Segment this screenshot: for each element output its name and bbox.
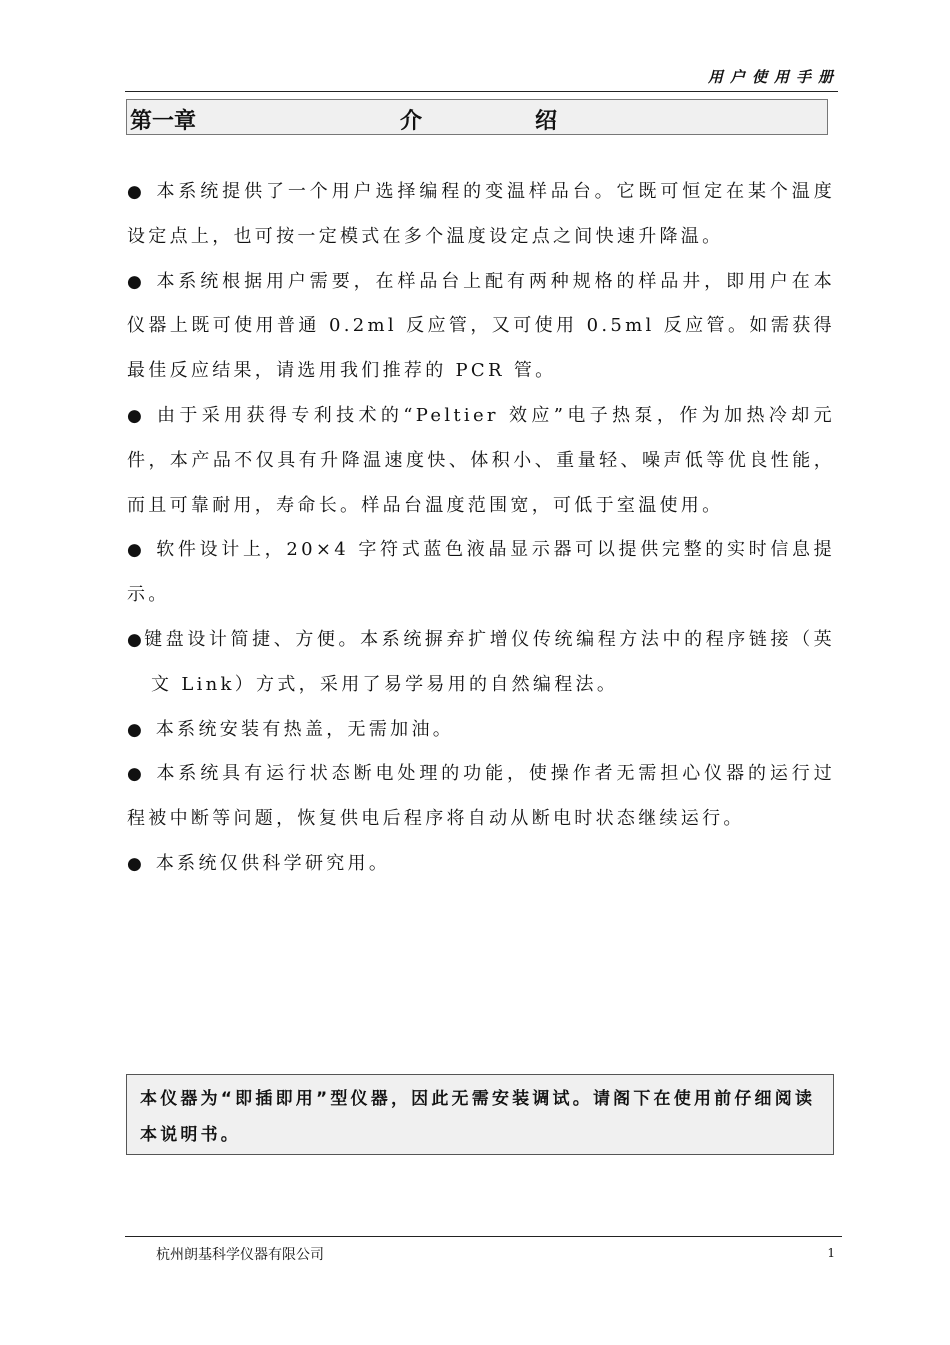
paragraph-text: 本系统提供了一个用户选择编程的变温样品台。它既可恒定在某个温度设定点上，也可按一定模式在多个温度设定点之间快速升降温。 [127, 181, 836, 247]
notice-box [126, 1074, 834, 1155]
paragraph-text: 由于采用获得专利技术的“Peltier 效应”电子热泵，作为加热冷却元件，本产品不仅具有升降温速度快、体积小、重量轻、噪声低等优良性能，而且可靠耐用，寿命长。样品台温度范围宽，可低于室温使用。 [127, 404, 835, 516]
feature-list [127, 170, 835, 887]
paragraph-text: 键盘设计简捷、方便。本系统摒弃扩增仪传统编程方法中的程序链接（英文 Link）方式，采用了易学易用的自然编程法。 [144, 628, 835, 695]
bullet-icon: ● [127, 764, 143, 785]
feature-paragraph [127, 170, 835, 260]
bullet-icon: ● [127, 271, 143, 292]
chapter-title-part2: 绍 [535, 109, 558, 134]
footer-company: 杭州朗基科学仪器有限公司 [156, 1247, 324, 1263]
bullet-icon: ● [127, 629, 143, 650]
chapter-title-part1: 介 [400, 109, 423, 134]
feature-paragraph [127, 708, 835, 753]
paragraph-text: 本系统根据用户需要，在样品台上配有两种规格的样品井，即用户在本仪器上既可使用普通 0.2ml 反应管，又可使用 0.5ml 反应管。如需获得最佳反应结果，请选用我们推荐的 PCR 管。 [127, 270, 836, 382]
bullet-icon: ● [127, 719, 142, 740]
chapter-number: 第一章 [130, 109, 197, 134]
feature-paragraph [127, 752, 835, 842]
bullet-icon: ● [127, 182, 143, 202]
feature-paragraph [127, 394, 835, 528]
bullet-icon: ● [127, 405, 143, 426]
paragraph-text: 本系统安装有热盖，无需加油。 [155, 718, 455, 740]
header-title: 用户使用手册 [707, 68, 840, 86]
paragraph-text: 本系统具有运行状态断电处理的功能，使操作者无需担心仪器的运行过程被中断等问题，恢复供电后程序将自动从断电时状态继续运行。 [127, 763, 836, 830]
feature-paragraph [127, 618, 835, 708]
paragraph-text: 软件设计上，20×4 字符式蓝色液晶显示器可以提供完整的实时信息提示。 [127, 539, 835, 606]
notice-text: 本仪器为“即插即用”型仪器，因此无需安装调试。请阁下在使用前仔细阅读本说明书。 [140, 1089, 816, 1145]
bullet-icon: ● [127, 853, 142, 874]
paragraph-text: 本系统仅供科学研究用。 [155, 852, 391, 874]
header-rule [125, 91, 838, 92]
page-number: 1 [827, 1246, 835, 1260]
chapter-heading [126, 99, 828, 135]
bullet-icon: ● [127, 540, 143, 561]
footer-rule [125, 1236, 842, 1237]
feature-paragraph [127, 260, 835, 394]
feature-paragraph [127, 842, 835, 887]
feature-paragraph [127, 528, 835, 618]
